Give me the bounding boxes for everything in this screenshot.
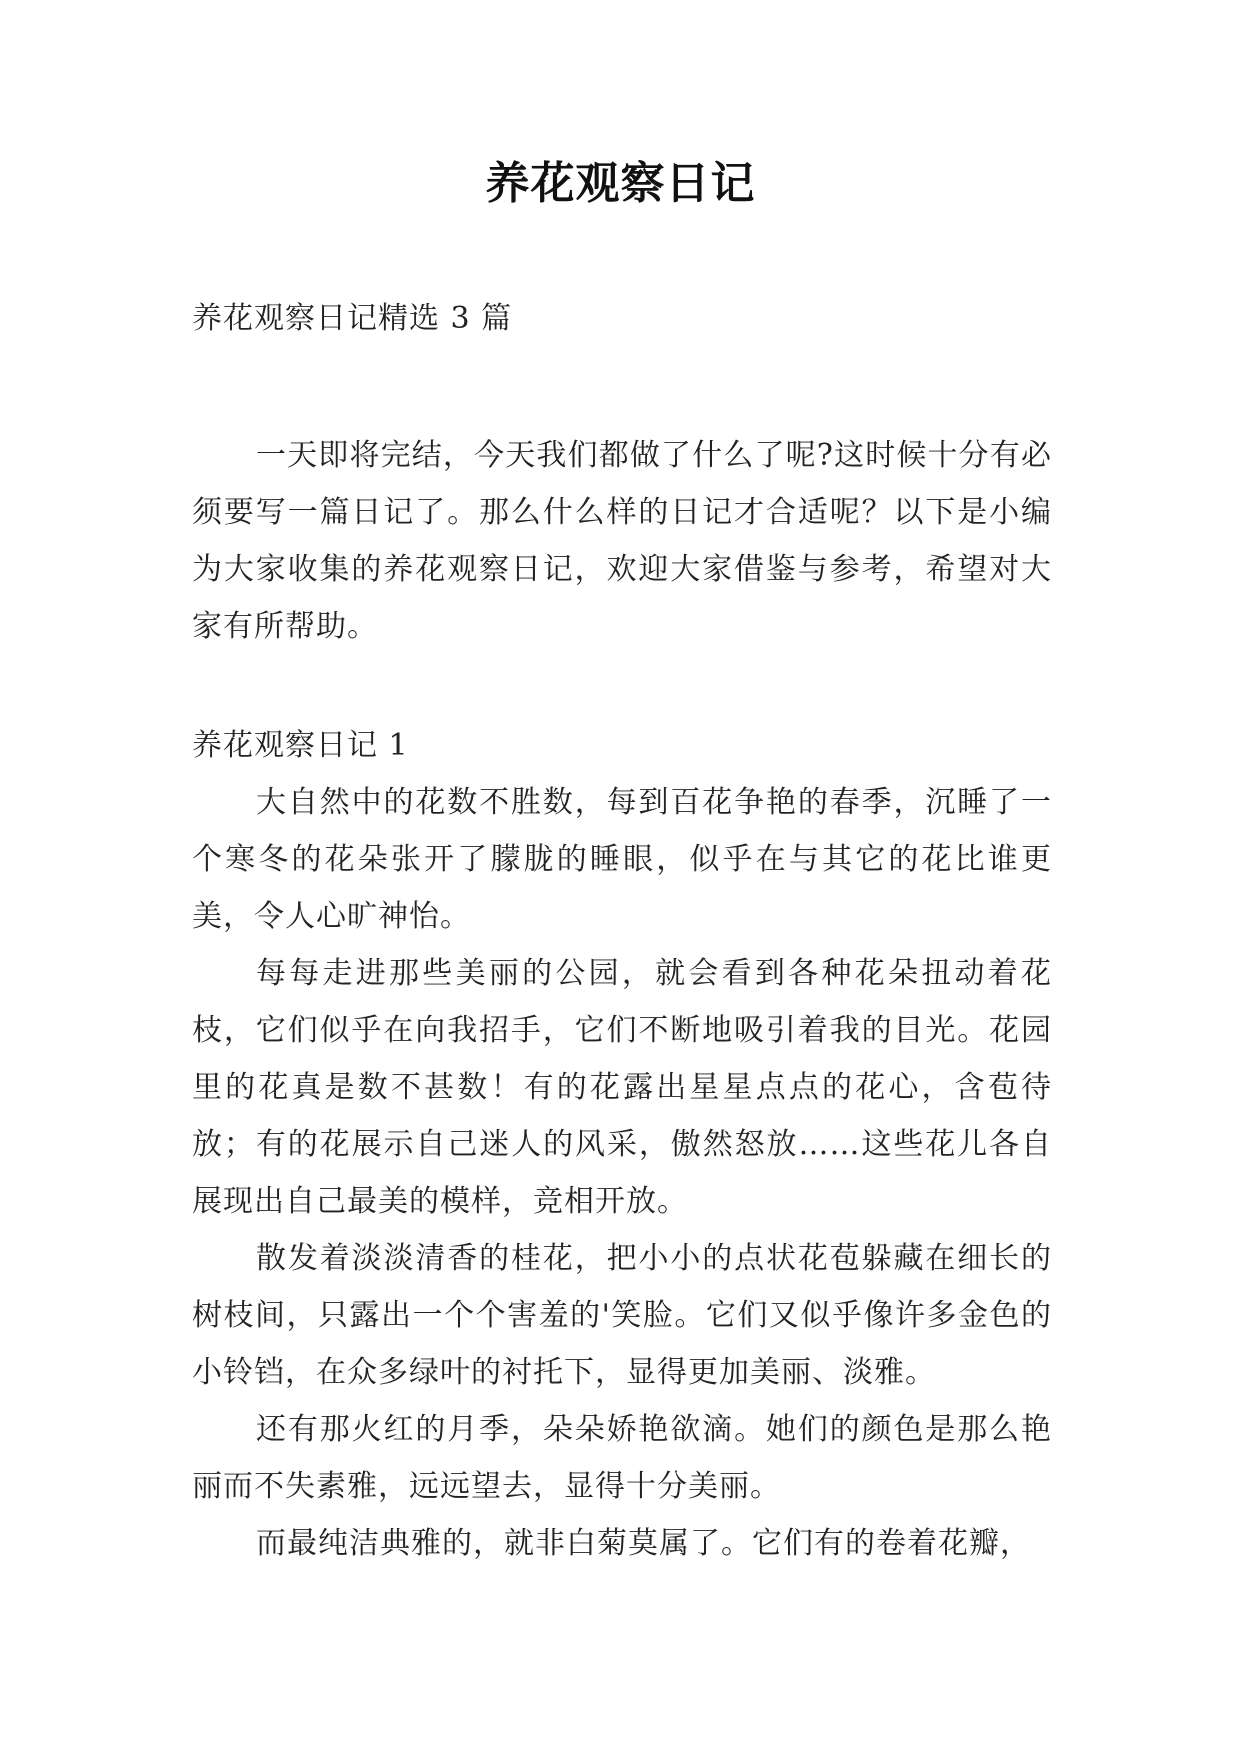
- body-paragraph-2: 每每走进那些美丽的公园，就会看到各种花朵扭动着花枝，它们似乎在向我招手，它们不断地吸引着我的目光。花园里的花真是数不甚数！有的花露出星星点点的花心，含苞待放；有的花展示自己迷人的风采，傲然怒放……这些花儿各自展现出自己最美的模样，竞相开放。: [192, 956, 1052, 1219]
- body-paragraph-1: 大自然中的花数不胜数，每到百花争艳的春季，沉睡了一个寒冬的花朵张开了朦胧的睡眼，似乎在与其它的花比谁更美，令人心旷神怡。: [192, 785, 1052, 934]
- document-body: [192, 290, 1052, 1572]
- body-paragraph-5: 而最纯洁典雅的，就非白菊莫属了。它们有的卷着花瓣，: [256, 1526, 1031, 1561]
- document-subtitle: 养花观察日记精选 3 篇: [192, 301, 513, 336]
- intro-paragraph: 一天即将完结，今天我们都做了什么了呢?这时候十分有必须要写一篇日记了。那么什么样的日记才合适呢？以下是小编为大家收集的养花观察日记，欢迎大家借鉴与参考，希望对大家有所帮助。: [192, 438, 1052, 644]
- body-paragraph-4: 还有那火红的月季，朵朵娇艳欲滴。她们的颜色是那么艳丽而不失素雅，远远望去，显得十分美丽。: [192, 1412, 1052, 1504]
- section-heading: 养花观察日记 1: [192, 728, 409, 763]
- page-title: 养花观察日记: [485, 158, 756, 209]
- body-paragraph-3: 散发着淡淡清香的桂花，把小小的点状花苞躲藏在细长的树枝间，只露出一个个害羞的'笑脸。它们又似乎像许多金色的小铃铛，在众多绿叶的衬托下，显得更加美丽、淡雅。: [192, 1241, 1052, 1390]
